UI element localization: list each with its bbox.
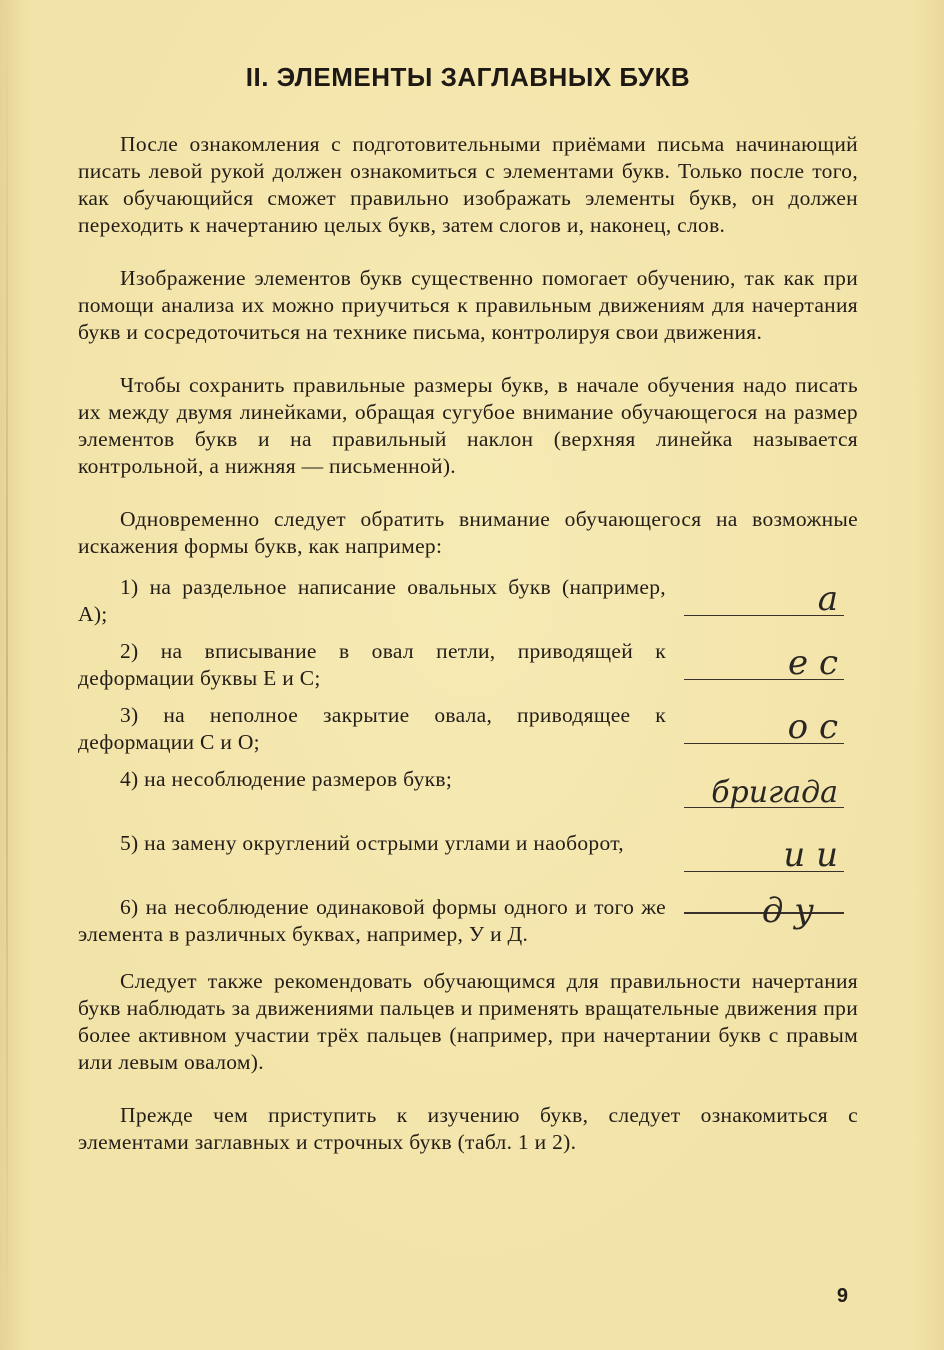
handwriting-example: [684, 702, 844, 756]
handwriting-example: [684, 638, 844, 692]
list-item: [78, 766, 858, 820]
handwriting-sample: бригада: [711, 775, 838, 810]
list-item-text: 6) на несоблюдение одинаковой формы одного и того же элемента в различных буквах, например, У и Д.: [78, 895, 666, 946]
list-item-text: 3) на неполное закрытие овала, приводящее к деформации С и О;: [78, 703, 666, 754]
handwriting-sample: е с: [788, 643, 838, 683]
handwriting-sample: и и: [783, 835, 838, 875]
page-margin-shade: [6, 0, 8, 1350]
distortion-list: [78, 574, 858, 948]
list-item-text: 2) на вписывание в овал петли, приводящей к деформации буквы Е и С;: [78, 639, 666, 690]
paragraph-distortions: Одновременно следует обратить внимание обучающегося на возможные искажения формы букв, как например:: [78, 507, 858, 558]
list-item-text: 5) на замену округлений острыми углами и наоборот,: [120, 831, 624, 855]
page-number: 9: [836, 1285, 848, 1307]
handwriting-sample: а: [817, 579, 838, 619]
list-item-text: 1) на раздельное написание овальных букв (например, А);: [78, 575, 666, 626]
paragraph-elements: Изображение элементов букв существенно помогает обучению, так как при помощи анализа их можно приучиться к правильным движениям для начертания букв и сосредоточиться на технике письма, контролируя свои движения.: [78, 266, 858, 344]
list-item: [78, 891, 858, 948]
paragraph-sizes: Чтобы сохранить правильные размеры букв, в начале обучения надо писать их между двумя линейками, обращая сугубое внимание обучающегося на размер элементов букв и на правильный наклон (верхняя линейка называется контрольной, а нижняя — письменной).: [78, 373, 858, 478]
paragraph-finger-movement: Следует также рекомендовать обучающимся для правильности начертания букв наблюдать за движениями пальцев и применять вращательные движения при более активном участии трёх пальцев (например, при начертании букв с правым или левым овалом).: [78, 969, 858, 1074]
list-item: [78, 638, 858, 692]
paragraph-tables-reference: Прежде чем приступить к изучению букв, следует ознакомиться с элементами заглавных и строчных букв (табл. 1 и 2).: [78, 1103, 858, 1154]
handwriting-example: [684, 830, 844, 884]
handwriting-example: [684, 766, 844, 820]
section-heading: II. ЭЛЕМЕНТЫ ЗАГЛАВНЫХ БУКВ: [245, 62, 691, 92]
handwriting-sample: о с: [787, 707, 838, 747]
list-item-text: 4) на несоблюдение размеров букв;: [120, 767, 453, 791]
handwriting-example: [684, 891, 844, 948]
list-item: [78, 830, 858, 884]
list-item: [78, 574, 858, 628]
handwriting-example: [684, 574, 844, 628]
paragraph-intro: После ознакомления с подготовительными приёмами письма начинающий писать левой рукой должен ознакомиться с элементами букв. Только после того, как обучающийся сможет правильно изображать элементы букв, он должен переходить к начертанию целых букв, затем слогов и, наконец, слов.: [78, 132, 858, 237]
page-body: [78, 62, 858, 1182]
list-item: [78, 702, 858, 756]
handwriting-sample: д у: [761, 891, 814, 931]
